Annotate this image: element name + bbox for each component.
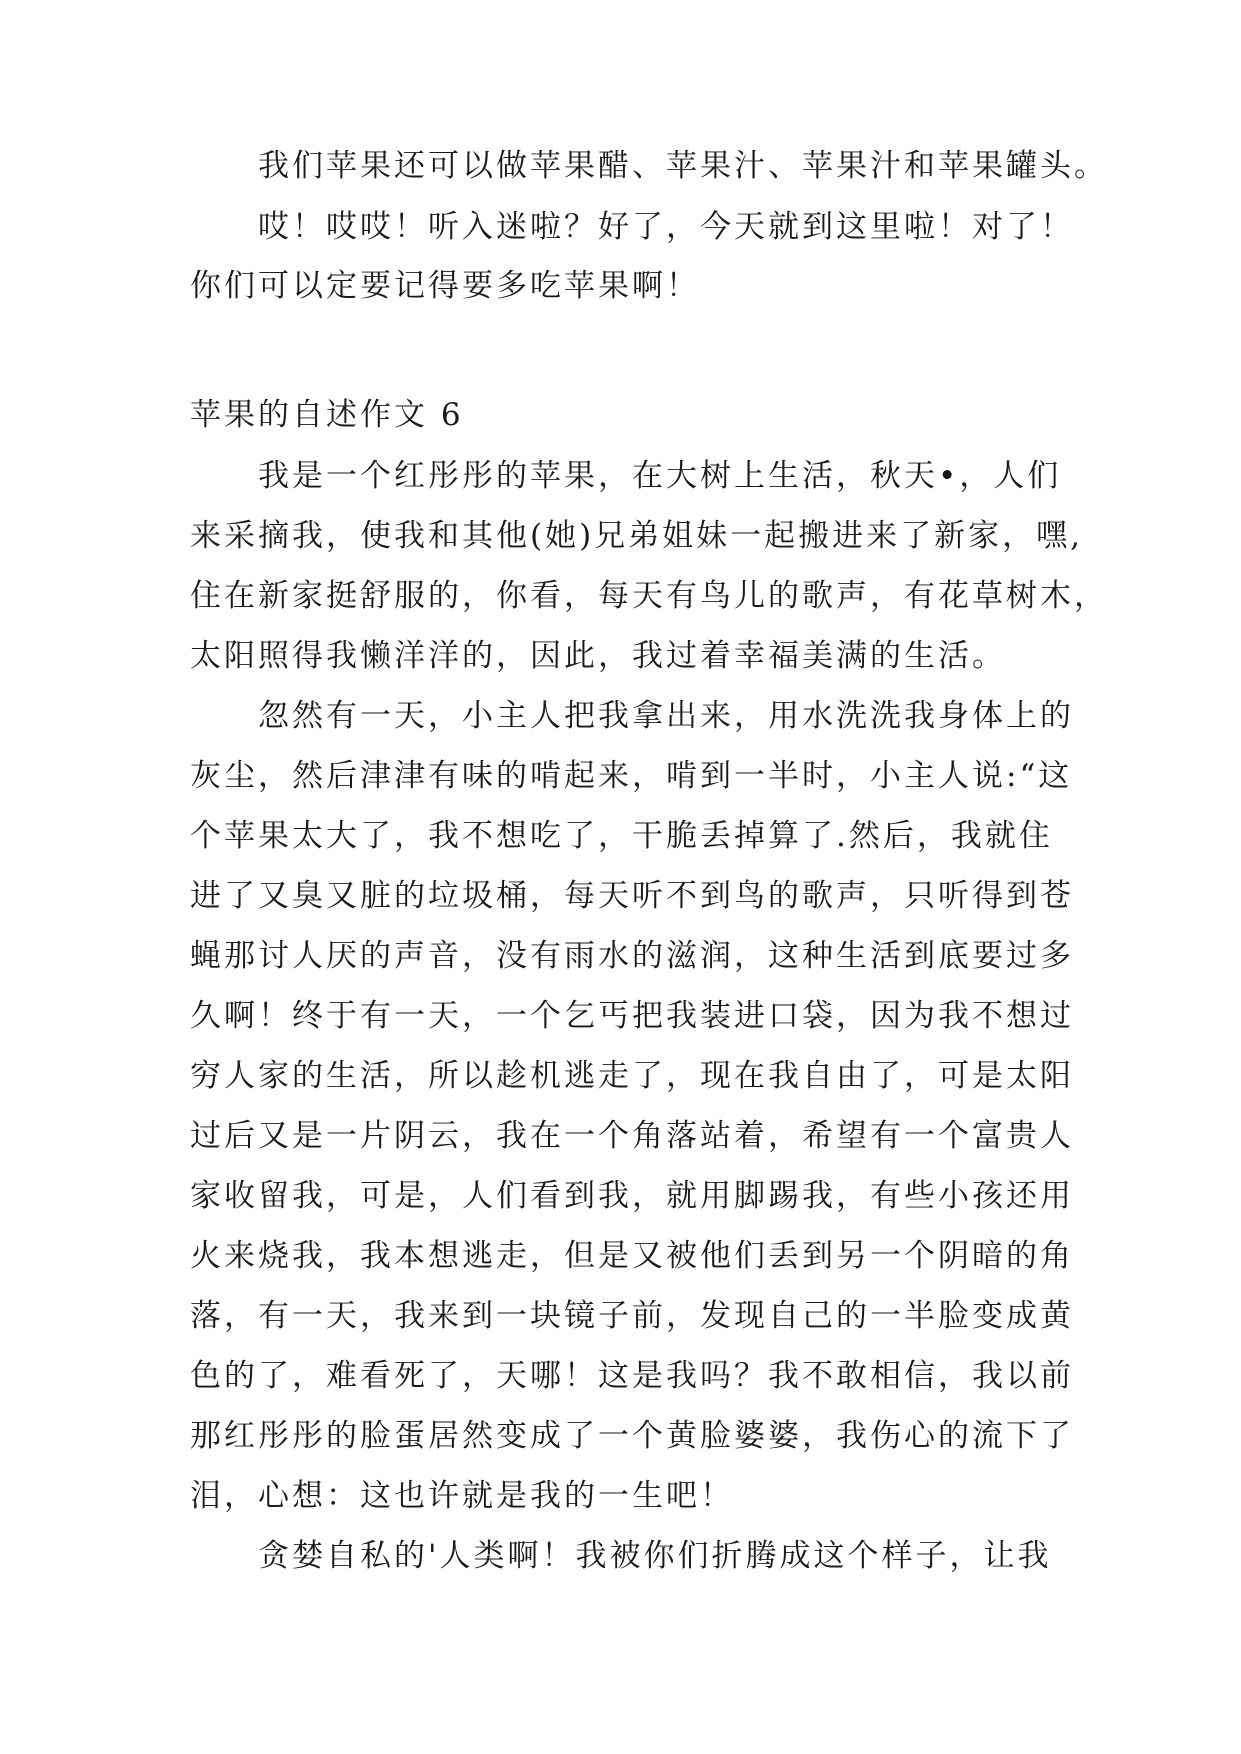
text-line: 太阳照得我懒洋洋的，因此，我过着幸福美满的生活。 [190, 638, 1006, 674]
text-line: 忽然有一天，小主人把我拿出来，用水洗洗我身体上的 [258, 698, 1074, 734]
text-line: 蝇那讨人厌的声音，没有雨水的滋润，这种生活到底要过多 [190, 938, 1074, 974]
text-line: 灰尘，然后津津有味的啃起来，啃到一半时，小主人说:“这 [190, 758, 1073, 794]
text-line: 我们苹果还可以做苹果醋、苹果汁、苹果汁和苹果罐头。 [258, 148, 1108, 184]
text-line: 哎！哎哎！听入迷啦？好了，今天就到这里啦！对了！ [258, 209, 1074, 245]
text-line: 那红彤彤的脸蛋居然变成了一个黄脸婆婆，我伤心的流下了 [190, 1418, 1074, 1454]
text-line: 泪，心想：这也许就是我的一生吧！ [190, 1478, 734, 1514]
section-title: 苹果的自述作文 6 [190, 397, 464, 433]
text-line: 过后又是一片阴云，我在一个角落站着，希望有一个富贵人 [190, 1118, 1074, 1154]
text-line: 家收留我，可是，人们看到我，就用脚踢我，有些小孩还用 [190, 1178, 1074, 1214]
text-line: 我是一个红彤彤的苹果，在大树上生活，秋天•，人们 [258, 458, 1062, 494]
text-line: 来采摘我，使我和其他(她)兄弟姐妹一起搬进来了新家，嘿, [190, 518, 1084, 554]
text-line: 个苹果太大了，我不想吃了，干脆丢掉算了.然后，我就住 [190, 818, 1053, 854]
text-line: 色的了，难看死了，天哪！这是我吗？我不敢相信，我以前 [190, 1358, 1074, 1394]
text-line: 久啊！终于有一天，一个乞丐把我装进口袋，因为我不想过 [190, 998, 1074, 1034]
text-line: 落，有一天，我来到一块镜子前，发现自己的一半脸变成黄 [190, 1298, 1074, 1334]
text-line: 进了又臭又脏的垃圾桶，每天听不到鸟的歌声，只听得到苍 [190, 878, 1074, 914]
text-line: 贪婪自私的'人类啊！我被你们折腾成这个样子，让我 [258, 1538, 1052, 1574]
text-line: 你们可以定要记得要多吃苹果啊！ [190, 268, 700, 304]
text-line: 穷人家的生活，所以趁机逃走了，现在我自由了，可是太阳 [190, 1058, 1074, 1094]
text-line: 火来烧我，我本想逃走，但是又被他们丢到另一个阴暗的角 [190, 1238, 1074, 1274]
text-line: 住在新家挺舒服的，你看，每天有鸟儿的歌声，有花草树木， [190, 578, 1108, 614]
